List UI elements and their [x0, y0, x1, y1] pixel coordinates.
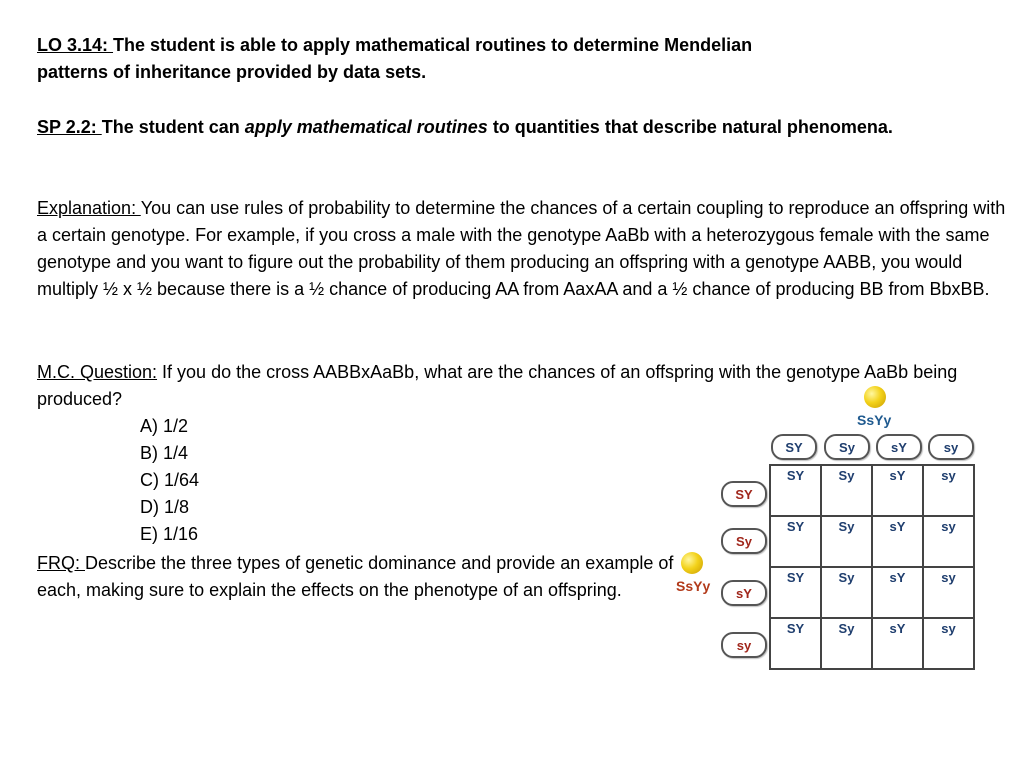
sp-text-after: to quantities that describe natural phenomena.: [487, 117, 893, 137]
grid-row: [770, 465, 974, 516]
left-gamete-3: sY: [721, 580, 767, 606]
grid-cell: sY: [872, 567, 923, 618]
left-gamete-2: Sy: [721, 528, 767, 554]
top-gamete-sy-4: sy: [928, 434, 974, 460]
answer-choices: [140, 413, 199, 548]
top-gamete-sy-2: Sy: [824, 434, 870, 460]
grid-cell: Sy: [821, 567, 872, 618]
choice-b: B) 1/4: [140, 443, 189, 463]
grid-row: [770, 567, 974, 618]
top-parent-label: SsYy: [857, 412, 892, 428]
frq-label: FRQ:: [37, 553, 85, 573]
learning-objective: [37, 32, 797, 86]
lo-label: LO 3.14:: [37, 35, 114, 55]
grid-row: [770, 618, 974, 669]
grid-cell: Sy: [821, 618, 872, 669]
grid-cell: SY: [770, 516, 821, 567]
explanation-text: You can use rules of probability to determine the chances of a certain coupling to reproduce an offspring with a certain genotype. For example, if you cross a male with the genotype AaBb with a heterozygous female with the same genotype and you want to figure out the probability of them producing an offspring with a genotype AABB, you would multiply ½ x ½ because there is a ½ chance of producing AA from AaxAA and a ½ chance of producing BB from BbxBB.: [37, 198, 1006, 299]
sp-text-italic: apply mathematical routines: [244, 117, 488, 137]
grid-cell: SY: [770, 618, 821, 669]
science-practice: [37, 114, 897, 141]
mc-question: [37, 359, 1012, 413]
left-parent-ball-icon: [681, 552, 703, 574]
grid-cell: sY: [872, 618, 923, 669]
lo-text: The student is able to apply mathematical routines to determine Mendelian patterns of inheritance provided by data sets.: [37, 35, 753, 82]
frq-text: Describe the three types of genetic dominance and provide an example of each, making sure to explain the effects on the phenotype of an offspring.: [37, 553, 674, 600]
grid-cell: SY: [770, 567, 821, 618]
left-gamete-4: sy: [721, 632, 767, 658]
left-gamete-1: SY: [721, 481, 767, 507]
sp-text-before: The student can: [101, 117, 245, 137]
left-parent-label: SsYy: [676, 578, 711, 594]
grid-cell: sY: [872, 516, 923, 567]
grid-row: [770, 516, 974, 567]
grid-cell: sY: [872, 465, 923, 516]
sp-label: SP 2.2:: [37, 117, 102, 137]
top-gamete-sy-3: sY: [876, 434, 922, 460]
grid-cell: Sy: [821, 516, 872, 567]
grid-cell: sy: [923, 567, 974, 618]
grid-cell: sy: [923, 465, 974, 516]
choice-d: D) 1/8: [140, 497, 190, 517]
explanation-label: Explanation:: [37, 198, 141, 218]
explanation: [37, 195, 1007, 303]
grid-cell: Sy: [821, 465, 872, 516]
punnett-grid: [769, 464, 975, 670]
grid-cell: sy: [923, 516, 974, 567]
choice-a: A) 1/2: [140, 416, 189, 436]
top-gamete-sy-1: SY: [771, 434, 817, 460]
grid-cell: sy: [923, 618, 974, 669]
top-parent-ball-icon: [864, 386, 886, 408]
mc-question-label: M.C. Question:: [37, 362, 158, 382]
choice-c: C) 1/64: [140, 470, 200, 490]
choice-e: E) 1/16: [140, 524, 199, 544]
mc-question-text: If you do the cross AABBxAaBb, what are the chances of an offspring with the genotype AaBb being produced?: [37, 362, 958, 409]
grid-cell: SY: [770, 465, 821, 516]
free-response-question: [37, 550, 677, 604]
